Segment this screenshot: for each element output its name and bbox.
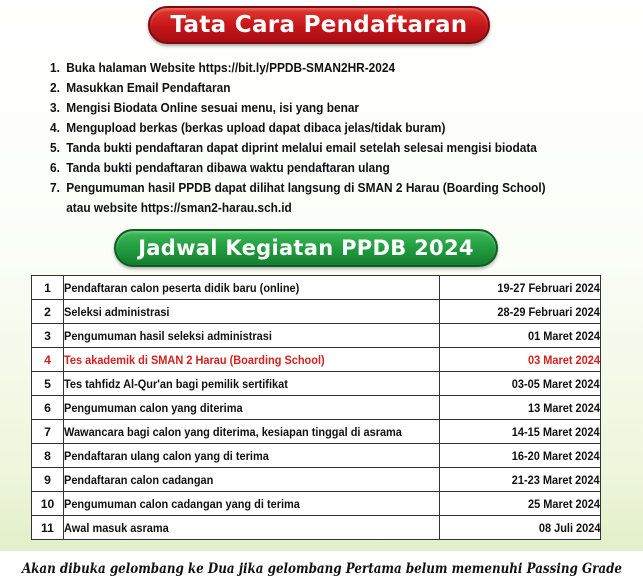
step-text: Tanda bukti pendaftaran dapat diprint melalui email setelah selesai mengisi biodata xyxy=(66,140,537,155)
step-text: Mengisi Biodata Online sesuai menu, isi yang benar xyxy=(66,100,360,115)
step-text: Masukkan Email Pendaftaran xyxy=(66,80,231,95)
step-number: 5. xyxy=(50,140,60,155)
step-text: Tanda bukti pendaftaran dibawa waktu pendaftaran ulang xyxy=(66,160,390,175)
step-text-continuation: atau website https://sman2-harau.sch.id xyxy=(66,200,292,215)
activity-cell: Pengumuman calon cadangan yang di terima xyxy=(64,492,440,516)
row-number: 8 xyxy=(32,444,64,468)
row-number: 6 xyxy=(32,396,64,420)
list-item xyxy=(50,98,572,118)
row-number: 2 xyxy=(32,300,64,324)
activity-cell: Pengumuman hasil seleksi administrasi xyxy=(64,324,440,348)
table-row xyxy=(32,444,601,468)
activity-cell: Pendaftaran ulang calon yang di terima xyxy=(64,444,440,468)
step-text-block xyxy=(66,178,545,218)
date-cell: 16-20 Maret 2024 xyxy=(440,444,601,468)
step-number: 4. xyxy=(50,120,60,135)
row-number: 7 xyxy=(32,420,64,444)
activity-cell: Awal masuk asrama xyxy=(64,516,440,540)
date-cell: 13 Maret 2024 xyxy=(440,396,601,420)
activity-cell: Tes tahfidz Al-Qur'an bagi pemilik sertifikat xyxy=(64,372,440,396)
list-item xyxy=(50,58,572,78)
activity-cell: Pendaftaran calon cadangan xyxy=(64,468,440,492)
list-item xyxy=(50,138,572,158)
list-item xyxy=(50,178,572,218)
step-number: 3. xyxy=(50,100,60,115)
step-text: Mengupload berkas (berkas upload dapat dibaca jelas/tidak buram) xyxy=(66,120,446,135)
step-text: Buka halaman Website https://bit.ly/PPDB-SMAN2HR-2024 xyxy=(66,60,396,75)
date-cell: 14-15 Maret 2024 xyxy=(440,420,601,444)
footer-note-text: Akan dibuka gelombang ke Dua jika gelombang Pertama belum memenuhi Passing Grade xyxy=(21,561,622,577)
activity-cell: Seleksi administrasi xyxy=(64,300,440,324)
row-number: 10 xyxy=(32,492,64,516)
date-cell: 03 Maret 2024 xyxy=(440,348,601,372)
table-row xyxy=(32,300,601,324)
table-row-highlighted xyxy=(32,348,601,372)
footer-note xyxy=(0,551,643,587)
step-number: 7. xyxy=(50,180,60,195)
table-row xyxy=(32,372,601,396)
table-row xyxy=(32,276,601,300)
step-text: Pengumuman hasil PPDB dapat dilihat langsung di SMAN 2 Harau (Boarding School) xyxy=(66,180,546,195)
row-number: 9 xyxy=(32,468,64,492)
row-number: 11 xyxy=(32,516,64,540)
row-number: 1 xyxy=(32,276,64,300)
date-cell: 25 Maret 2024 xyxy=(440,492,601,516)
activity-cell: Tes akademik di SMAN 2 Harau (Boarding School) xyxy=(64,348,440,372)
table-row xyxy=(32,516,601,540)
step-number: 6. xyxy=(50,160,60,175)
schedule-title: Jadwal Kegiatan PPDB 2024 xyxy=(114,229,498,267)
schedule-table xyxy=(31,275,601,540)
date-cell: 21-23 Maret 2024 xyxy=(440,468,601,492)
registration-procedure-title: Tata Cara Pendaftaran xyxy=(148,6,490,44)
list-item xyxy=(50,118,572,138)
step-number: 2. xyxy=(50,80,60,95)
date-cell: 28-29 Februari 2024 xyxy=(440,300,601,324)
date-cell: 01 Maret 2024 xyxy=(440,324,601,348)
table-row xyxy=(32,324,601,348)
activity-cell: Pengumuman calon yang diterima xyxy=(64,396,440,420)
date-cell: 19-27 Februari 2024 xyxy=(440,276,601,300)
table-row xyxy=(32,396,601,420)
step-number: 1. xyxy=(50,60,60,75)
table-row xyxy=(32,420,601,444)
list-item xyxy=(50,78,572,98)
activity-cell: Pendaftaran calon peserta didik baru (online) xyxy=(64,276,440,300)
list-item xyxy=(50,158,572,178)
row-number: 5 xyxy=(32,372,64,396)
row-number: 3 xyxy=(32,324,64,348)
registration-steps-list xyxy=(50,58,572,218)
activity-cell: Wawancara bagi calon yang diterima, kesiapan tinggal di asrama xyxy=(64,420,440,444)
table-row xyxy=(32,468,601,492)
date-cell: 08 Juli 2024 xyxy=(440,516,601,540)
table-row xyxy=(32,492,601,516)
date-cell: 03-05 Maret 2024 xyxy=(440,372,601,396)
row-number: 4 xyxy=(32,348,64,372)
